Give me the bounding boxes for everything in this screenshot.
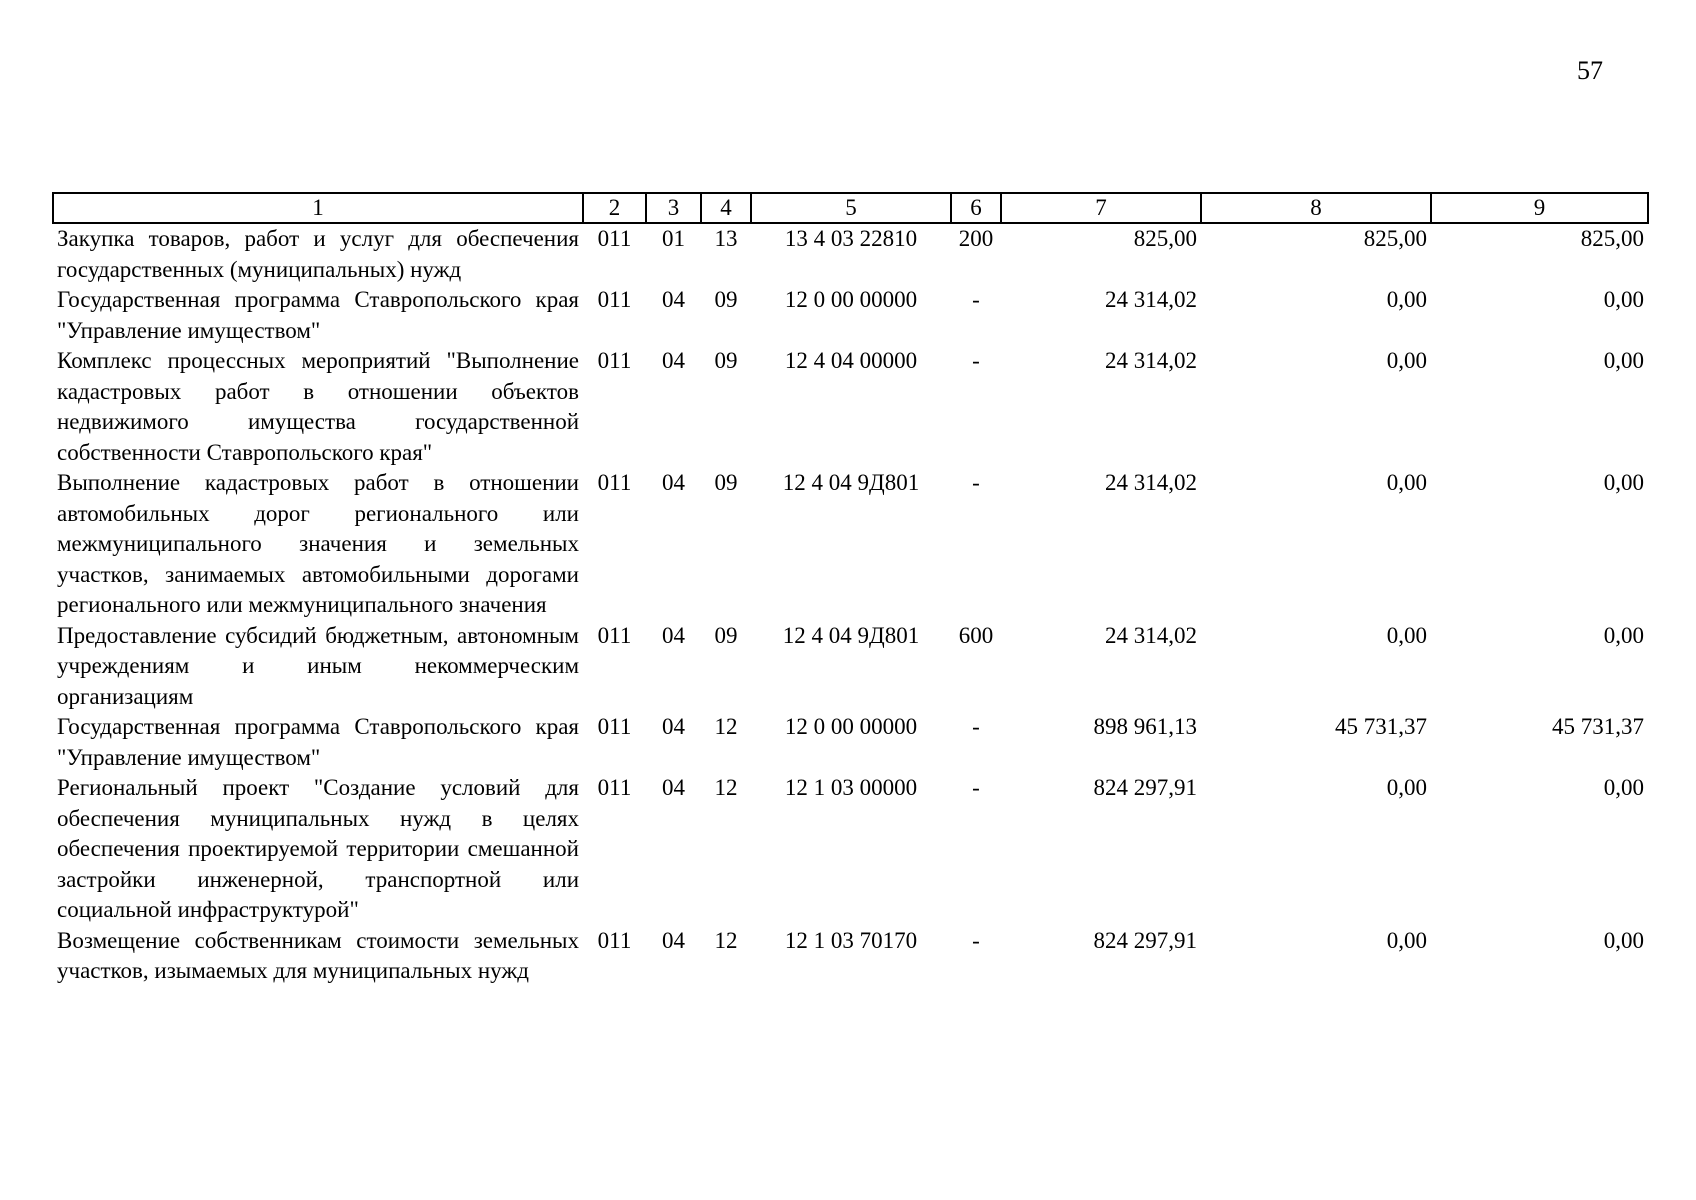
row-name: Выполнение кадастровых работ в отношении автомобильных дорог регионального или межмуниципального значения и земельных участков, занимаемых автомобильными дорогами регионального или межмуниципального значения <box>57 470 579 617</box>
table-row <box>53 346 1648 468</box>
budget-table <box>52 192 1649 987</box>
col-3-value: 01 <box>662 226 685 251</box>
col-7-value: 898 961,13 <box>1093 714 1197 739</box>
col-7-value: 24 314,02 <box>1105 287 1197 312</box>
col-2-value: 011 <box>597 622 632 648</box>
col-9-value: 825,00 <box>1580 226 1644 251</box>
col-9-value: 0,00 <box>1603 287 1644 312</box>
row-name: Комплекс процессных мероприятий "Выполнение кадастровых работ в отношении объектов недвижимого имущества государственной собственности Ставропольского края" <box>57 348 579 465</box>
col-7-value: 24 314,02 <box>1105 622 1197 648</box>
col-3-value: 04 <box>662 287 685 312</box>
row-name: Закупка товаров, работ и услуг для обеспечения государственных (муниципальных) нужд <box>57 226 579 282</box>
col-6-value: - <box>972 287 980 312</box>
col-6-value: - <box>972 927 980 953</box>
col-9-value: 0,00 <box>1603 927 1644 953</box>
col-9-value: 0,00 <box>1603 348 1644 373</box>
row-name: Возмещение собственникам стоимости земельных участков, изымаемых для муниципальных нужд <box>57 927 579 983</box>
col-7-value: 824 297,91 <box>1093 927 1197 953</box>
col-5-value: 13 4 03 22810 <box>784 226 918 251</box>
col-4-value: 09 <box>714 622 738 648</box>
header-col-5: 5 <box>751 193 951 223</box>
col-3-value: 04 <box>662 470 685 495</box>
col-8-value: 0,00 <box>1386 622 1427 648</box>
table-row <box>53 285 1648 346</box>
col-8-value: 825,00 <box>1363 226 1427 251</box>
col-7-value: 24 314,02 <box>1105 348 1197 373</box>
col-2-value: 011 <box>597 927 632 953</box>
col-3-value: 04 <box>662 622 685 648</box>
col-5-value: 12 1 03 00000 <box>784 775 918 800</box>
header-col-7: 7 <box>1001 193 1201 223</box>
table-body <box>53 223 1648 987</box>
header-col-9: 9 <box>1431 193 1648 223</box>
col-6-value: - <box>972 470 980 495</box>
col-8-value: 0,00 <box>1386 287 1427 312</box>
table-row <box>53 773 1648 926</box>
header-col-8: 8 <box>1201 193 1431 223</box>
table-row <box>53 621 1648 713</box>
col-8-value: 0,00 <box>1386 927 1427 953</box>
col-9-value: 0,00 <box>1603 622 1644 648</box>
col-7-value: 824 297,91 <box>1093 775 1197 800</box>
col-6-value: - <box>972 348 980 373</box>
col-2-value: 011 <box>597 714 632 739</box>
header-col-1: 1 <box>53 193 583 223</box>
col-2-value: 011 <box>597 775 632 800</box>
col-9-value: 45 731,37 <box>1552 714 1644 739</box>
col-2-value: 011 <box>597 287 632 312</box>
col-2-value: 011 <box>597 226 632 251</box>
header-col-6: 6 <box>951 193 1001 223</box>
col-6-value: - <box>972 775 980 800</box>
col-4-value: 12 <box>714 927 738 953</box>
page-number: 57 <box>1577 56 1603 85</box>
header-col-2: 2 <box>583 193 646 223</box>
col-4-value: 12 <box>714 775 738 800</box>
col-5-value: 12 0 00 00000 <box>784 714 918 739</box>
table-row <box>53 926 1648 987</box>
col-5-value: 12 4 04 9Д801 <box>782 470 920 495</box>
row-name: Государственная программа Ставропольского края "Управление имуществом" <box>57 287 579 343</box>
col-5-value: 12 1 03 70170 <box>784 927 918 953</box>
table-row <box>53 712 1648 773</box>
col-8-value: 45 731,37 <box>1335 714 1427 739</box>
row-name: Государственная программа Ставропольского края "Управление имуществом" <box>57 714 579 770</box>
header-col-4: 4 <box>701 193 751 223</box>
row-name: Предоставление субсидий бюджетным, автономным учреждениям и иным некоммерческим организациям <box>57 622 579 709</box>
col-5-value: 12 4 04 00000 <box>784 348 918 373</box>
col-7-value: 825,00 <box>1133 226 1197 251</box>
col-4-value: 12 <box>714 714 738 739</box>
col-4-value: 09 <box>714 470 738 495</box>
col-4-value: 09 <box>714 287 738 312</box>
col-2-value: 011 <box>597 470 632 495</box>
col-3-value: 04 <box>662 714 685 739</box>
col-3-value: 04 <box>662 775 685 800</box>
col-6-value: 200 <box>958 226 994 251</box>
col-8-value: 0,00 <box>1386 470 1427 495</box>
col-4-value: 09 <box>714 348 738 373</box>
col-2-value: 011 <box>597 348 632 373</box>
col-3-value: 04 <box>662 927 685 953</box>
col-5-value: 12 0 00 00000 <box>784 287 918 312</box>
col-5-value: 12 4 04 9Д801 <box>782 622 920 648</box>
col-6-value: 600 <box>958 622 994 648</box>
col-4-value: 13 <box>714 226 738 251</box>
col-3-value: 04 <box>662 348 685 373</box>
table-row <box>53 223 1648 285</box>
col-8-value: 0,00 <box>1386 348 1427 373</box>
col-9-value: 0,00 <box>1603 775 1644 800</box>
col-8-value: 0,00 <box>1386 775 1427 800</box>
row-name: Региональный проект "Создание условий для обеспечения муниципальных нужд в целях обеспечения проектируемой территории смешанной застройки инженерной, транспортной или социальной инфраструктурой" <box>57 775 579 922</box>
col-9-value: 0,00 <box>1603 470 1644 495</box>
header-col-3: 3 <box>646 193 701 223</box>
col-6-value: - <box>972 714 980 739</box>
header-row <box>53 193 1648 223</box>
table-row <box>53 468 1648 621</box>
col-7-value: 24 314,02 <box>1105 470 1197 495</box>
